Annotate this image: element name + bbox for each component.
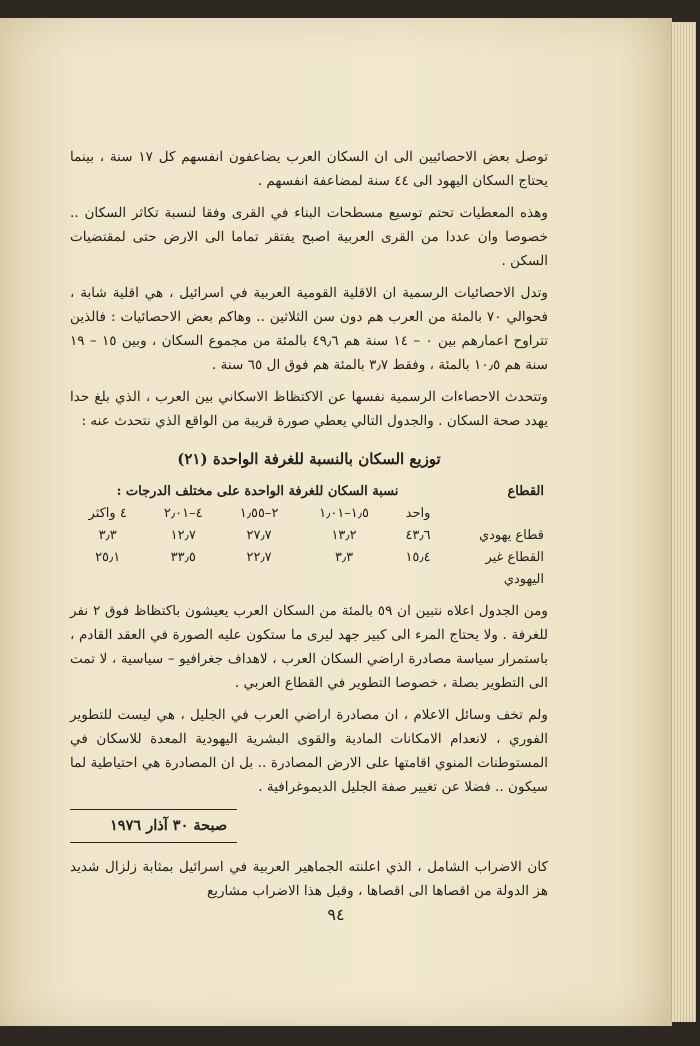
population-per-room-table (70, 481, 548, 591)
value-cell: ٤٣٫٦ (405, 528, 431, 543)
value-cell: ١٥٫٤ (405, 550, 431, 565)
paragraph-galilee-confiscation: ولم تخف وسائل الاعلام ، ان مصادرة اراضي العرب في الجليل ، هي ليست للتطوير الفوري ، لانعدام الامكانات المادية والقوى البشرية اليهودية المعدة للاسكان في المستوطنات المنوي اقامتها على الارض المصادرة .. بل ان المصادرة هي احتياطية لما سيكون .. فضلا عن تغيير صفة الجليل الديموغرافية . (70, 707, 548, 795)
section-heading: صبحة ٣٠ آذار ١٩٧٦ (70, 809, 237, 843)
subheader-cell: ٢–١٫٥٥ (239, 506, 279, 521)
density-group-header: نسبة السكان للغرفة الواحدة على مختلف الدرجات : (116, 484, 399, 499)
value-cell: ٢٧٫٧ (246, 528, 272, 543)
paragraph-housing-density: وتتحدث الاحصاءات الرسمية نفسها عن الاكتظاظ الاسكاني بين العرب ، الذي بلغ حدا يهدد صحة السكان . والجدول التالي يعطي صورة قريبة من الواقع الذي نتحدث عنه : (70, 389, 548, 429)
value-cell: ٣٫٣ (334, 550, 354, 565)
page-edges (671, 22, 696, 1022)
paragraph-building-expansion: وهذه المعطيات تحتم توسيع مسطحات البناء في القرى وفقا لنسبة تكاثر السكان .. خصوصا وان عددا من القرى العربية اصبح يفتقر تماما الى الارض حتى لمقتضيات السكن . (70, 205, 548, 269)
paragraph-general-strike: كان الاضراب الشامل ، الذي اعلنته الجماهير العربية في اسرائيل بمثابة زلزال شديد هز الدولة من اقصاها الى اقصاها ، وقبل هذا الاضراب مشاريع (70, 859, 548, 899)
paragraph-overcrowding: ومن الجدول اعلاه نتبين ان ٥٩ بالمئة من السكان العرب يعيشون باكتظاظ فوق ٢ نفر للغرفة . ولا يحتاج المرء الى كبير جهد ليرى ما ستكون عليه الصورة في العقد القادم ، باستمرار سياسة مصادرة اراضي السكان العرب ، لاهداف جغرافيو – سياسية ، لا تمت الى التطوير بصلة ، خصوصا التطوير في القطاع العربي . (70, 603, 548, 691)
table-row (70, 525, 548, 547)
subheader-cell: واحد (405, 506, 431, 521)
sector-cell: قطاع يهودي (478, 528, 544, 543)
section-heading-wrap (70, 809, 548, 843)
paragraph-population-doubling: توصل بعض الاحصائيين الى ان السكان العرب يضاعفون انفسهم كل ١٧ سنة ، بينما يحتاج السكان اليهود الى ٤٤ سنة لمضاعفة انفسهم . (70, 149, 549, 189)
value-cell: ١٣٫٢ (331, 528, 357, 543)
table-title: توزيع السكان بالنسبة للغرفة الواحدة (٢١) (177, 450, 441, 468)
value-cell: ٣٣٫٥ (170, 550, 196, 565)
subheader-cell: ١٫٥–١٫٠١ (319, 506, 369, 521)
sector-header: القطاع (507, 484, 544, 499)
value-cell: ٢٥٫١ (95, 550, 121, 565)
value-cell: ١٢٫٧ (170, 528, 196, 543)
sector-cell: القطاع غير اليهودي (485, 550, 544, 587)
table-row (70, 547, 548, 591)
table-header-row (70, 481, 548, 503)
value-cell: ٢٢٫٧ (246, 550, 272, 565)
page-text (70, 145, 548, 911)
page-number: ٩٤ (327, 905, 345, 924)
subheader-cell: ٤–٢٫٠١ (163, 506, 203, 521)
value-cell: ٣٫٣ (98, 528, 117, 543)
subheader-cell: ٤ واكثر (88, 506, 127, 521)
paragraph-age-statistics: وتدل الاحصائيات الرسمية ان الاقلية القومية العربية في اسرائيل ، هي اقلية شابة ، فحوالي ٧٠ بالمئة من العرب هم دون سن الثلاثين .. وهاكم بعض الاحصائيات : فالذين تتراوح اعمارهم بين ٠ – ١٤ سنة هم ٤٩٫٦ بالمئة من مجموع السكان ، وبين ١٥ – ١٩ سنة هم ١٠٫٥ بالمئة ، وفقط ٣٫٧ بالمئة هم فوق ال ٦٥ سنة . (70, 285, 548, 373)
